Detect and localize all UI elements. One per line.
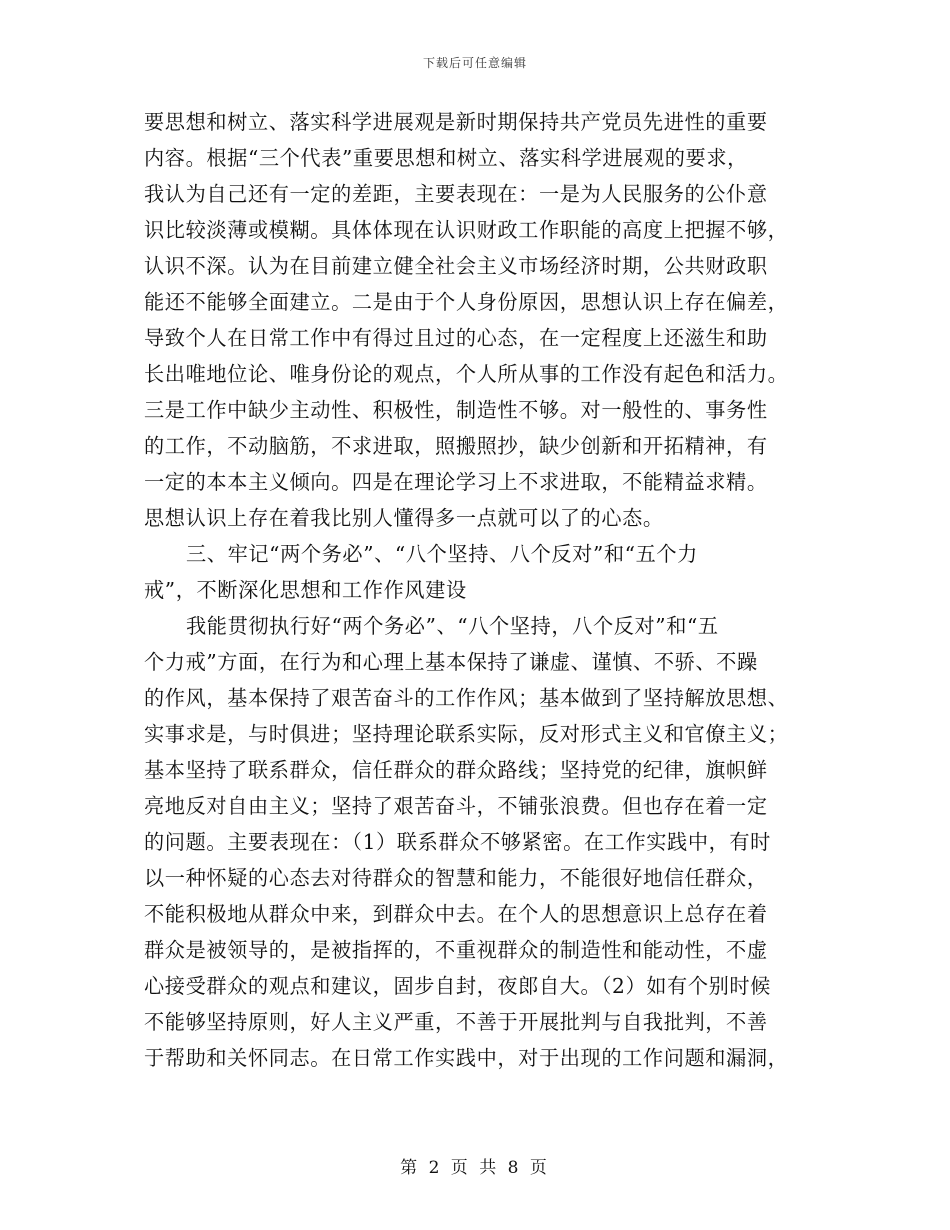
text-line: 能还不能够全面建立。二是由于个人身份原因，思想认识上存在偏差， bbox=[144, 290, 789, 314]
section-heading-line: 三、牢记“两个务必”、“八个坚持、八个反对”和“五个力 bbox=[186, 542, 698, 566]
text-line: 实事求是，与时俱进；坚持理论联系实际，反对形式主义和官僚主义； bbox=[144, 722, 789, 746]
text-line: 的问题。主要表现在：（1）联系群众不够紧密。在工作实践中，有时 bbox=[144, 830, 771, 854]
text-line: 内容。根据“三个代表”重要思想和树立、落实科学进展观的要求， bbox=[144, 146, 748, 170]
text-line: 的作风，基本保持了艰苦奋斗的工作作风；基本做到了坚持解放思想、 bbox=[144, 686, 789, 710]
text-line: 于帮助和关怀同志。在日常工作实践中，对于出现的工作问题和漏洞， bbox=[144, 1046, 789, 1070]
text-line: 导致个人在日常工作中有得过且过的心态，在一定程度上还滋生和助 bbox=[144, 326, 768, 350]
text-line: 不能够坚持原则，好人主义严重，不善于开展批判与自我批判，不善 bbox=[144, 1010, 768, 1034]
text-line: 三是工作中缺少主动性、积极性，制造性不够。对一般性的、事务性 bbox=[144, 398, 768, 422]
text-line: 个力戒”方面，在行为和心理上基本保持了谦虚、谨慎、不骄、不躁 bbox=[144, 650, 758, 674]
text-line: 要思想和树立、落实科学进展观是新时期保持共产党员先进性的重要 bbox=[144, 110, 768, 134]
text-line: 思想认识上存在着我比别人懂得多一点就可以了的心态。 bbox=[144, 506, 664, 530]
text-line: 我能贯彻执行好“两个务必”、“八个坚持，八个反对”和“五 bbox=[186, 614, 719, 638]
page-number: 第 2 页 共 8 页 bbox=[400, 1158, 550, 1178]
page-header-note: 下载后可任意编辑 bbox=[422, 56, 527, 70]
section-heading-line: 戒”，不断深化思想和工作作风建设 bbox=[144, 578, 467, 602]
text-line: 一定的本本主义倾向。四是在理论学习上不求进取，不能精益求精。 bbox=[144, 470, 768, 494]
text-line: 长出唯地位论、唯身份论的观点，个人所从事的工作没有起色和活力。 bbox=[144, 362, 789, 386]
text-line: 基本坚持了联系群众，信任群众的群众路线；坚持党的纪律，旗帜鲜 bbox=[144, 758, 768, 782]
text-line: 认识不深。认为在目前建立健全社会主义市场经济时期，公共财政职 bbox=[144, 254, 768, 278]
text-line: 不能积极地从群众中来，到群众中去。在个人的思想意识上总存在着 bbox=[144, 902, 768, 926]
text-line: 以一种怀疑的心态去对待群众的智慧和能力，不能很好地信任群众， bbox=[144, 866, 768, 890]
text-line: 识比较淡薄或模糊。具体体现在认识财政工作职能的高度上把握不够， bbox=[144, 218, 789, 242]
document-body bbox=[144, 104, 824, 1076]
text-line: 的工作，不动脑筋，不求进取，照搬照抄，缺少创新和开拓精神，有 bbox=[144, 434, 768, 458]
text-line: 心接受群众的观点和建议，固步自封，夜郎自大。（2）如有个别时候 bbox=[144, 974, 771, 998]
text-line: 群众是被领导的，是被指挥的，不重视群众的制造性和能动性，不虚 bbox=[144, 938, 768, 962]
text-line: 亮地反对自由主义；坚持了艰苦奋斗，不铺张浪费。但也存在着一定 bbox=[144, 794, 768, 818]
text-line: 我认为自己还有一定的差距，主要表现在：一是为人民服务的公仆意 bbox=[144, 182, 768, 206]
